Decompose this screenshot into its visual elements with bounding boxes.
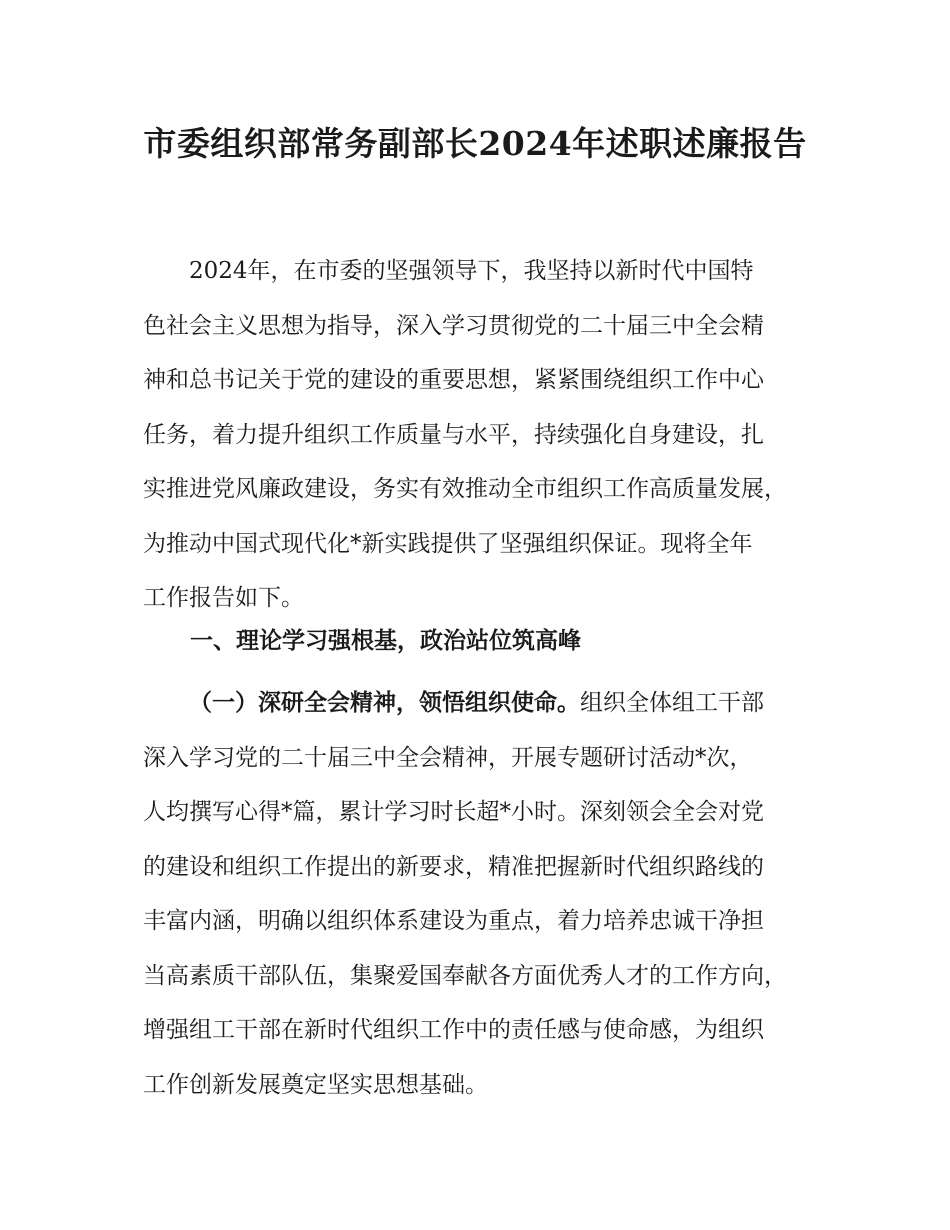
subsection-1-line: 增强组工干部在新时代组织工作中的责任感与使命感，为组织 <box>143 1017 764 1043</box>
subsection-1-line: 当高素质干部队伍，集聚爱国奉献各方面优秀人才的工作方向， <box>143 962 787 989</box>
intro-line: 色社会主义思想为指导，深入学习贯彻党的二十届三中全会精 <box>143 312 764 339</box>
subsection-1-first-line <box>143 676 833 731</box>
subsection-1-line: 的建设和组织工作提出的新要求，精准把握新时代组织路线的 <box>143 853 764 880</box>
subsection-1-heading: （一）深研全会精神，领悟组织使命。 <box>189 690 580 716</box>
subsection-1-line: 深入学习党的二十届三中全会精神，开展专题研讨活动*次， <box>143 744 753 771</box>
subsection-1-paragraph <box>143 676 833 1112</box>
subsection-1-line: 人均撰写心得*篇，累计学习时长超*小时。深刻领会全会对党 <box>143 799 764 825</box>
subsection-1-line: 工作创新发展奠定坚实思想基础。 <box>143 1071 488 1098</box>
intro-line: 神和总书记关于党的建设的重要思想，紧紧围绕组织工作中心 <box>143 367 764 393</box>
section-1-heading: 一、理论学习强根基，政治站位筑高峰 <box>190 628 581 654</box>
intro-paragraph <box>143 244 833 626</box>
intro-line: 2024年，在市委的坚强领导下，我坚持以新时代中国特 <box>143 258 754 284</box>
subsection-1-line: 丰富内涵，明确以组织体系建设为重点，着力培养忠诚干净担 <box>143 908 764 934</box>
subsection-1-first-line-rest: 组织全体组工干部 <box>580 690 764 716</box>
intro-line: 为推动中国式现代化*新实践提供了坚强组织保证。现将全年 <box>143 530 753 557</box>
intro-line: 实推进党风廉政建设，务实有效推动全市组织工作高质量发展， <box>143 476 787 502</box>
intro-line: 任务，着力提升组织工作质量与水平，持续强化自身建设，扎 <box>143 421 764 448</box>
intro-line: 工作报告如下。 <box>143 585 304 611</box>
document-title: 市委组织部常务副部长2024年述职述廉报告 <box>143 124 807 163</box>
